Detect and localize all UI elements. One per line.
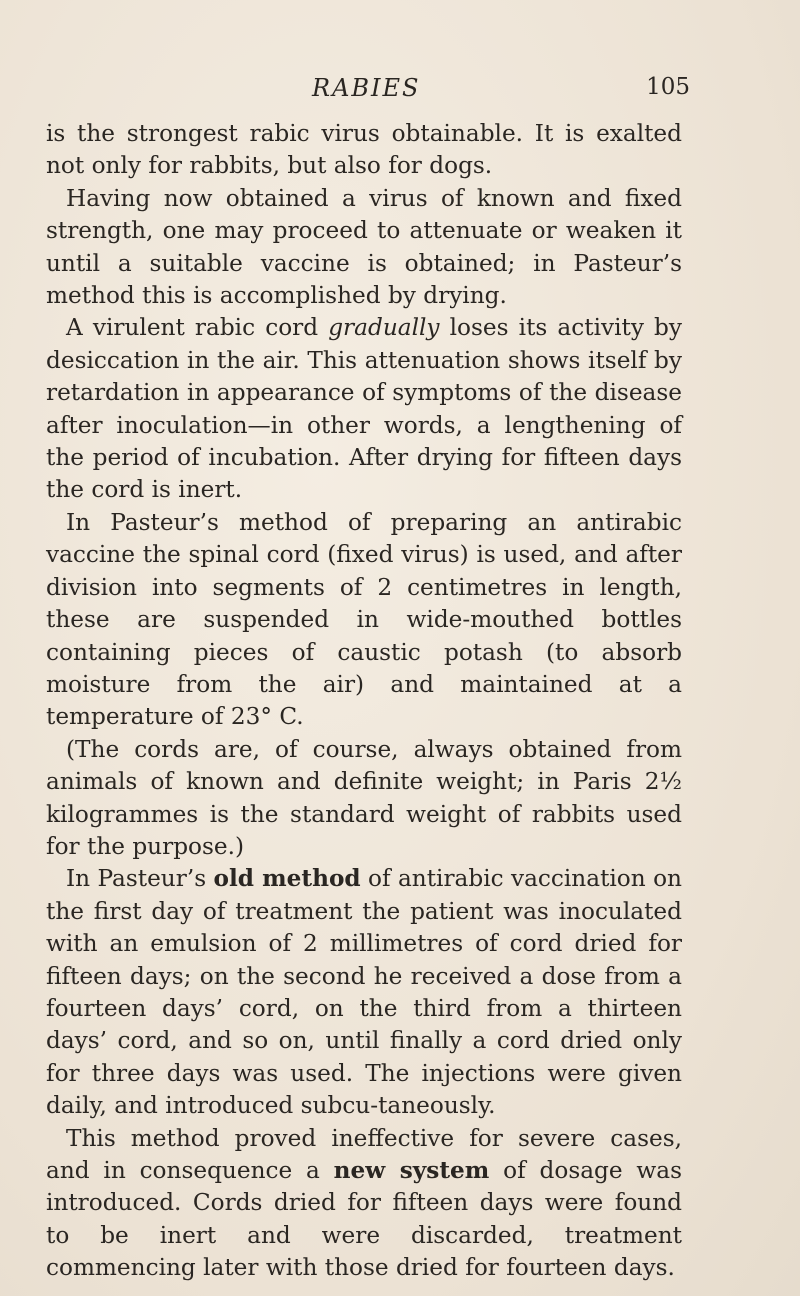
paragraph-text-after: of antirabic vaccination on the first day of treatment the patient was inoculated with an emulsion of 2 millimetres of cord dried for fifteen days; on the second he received a dose from a fourteen days’ cord, on the third from a thirteen days’ cord, and so on, until finally a cord dried only for three days was used. The injections were given daily, and introduced subcu-taneously. <box>46 865 682 1120</box>
paragraph-text-before: A virulent rabic cord <box>66 314 329 342</box>
paragraph-text: Having now obtained a virus of known and fixed strength, one may proceed to attenuate or weaken it until a suitable vaccine is obtained; in Pasteur’s method this is accomplished by drying. <box>46 184 682 310</box>
paragraph-old-method <box>46 863 682 1122</box>
paragraph-vaccine-preparation <box>46 507 682 734</box>
paragraph-text-before: This method proved ineffective for severe cases, and in consequence a <box>46 1124 682 1184</box>
paragraph-cord-weight <box>46 734 682 864</box>
emphasized-word: gradually <box>328 314 440 342</box>
paragraph-text: is the strongest rabic virus obtainable. It is exalted not only for rabbits, but also for dogs. <box>46 120 682 180</box>
paragraph-attenuation <box>46 183 682 313</box>
paragraph-text-after: loses its activity by desiccation in the air. This attenuation shows itself by retardation in appearance of symptoms of the disease after inoculation—in other words, a lengthening of the period of incubation. After drying for fifteen days the cord is inert. <box>46 314 682 504</box>
running-title: RABIES <box>312 74 421 102</box>
paragraph-text: In Pasteur’s method of preparing an antirabic vaccine the spinal cord (fixed virus) is used, and after division into segments of 2 centimetres in length, these are suspended in wide-mouthed bottles containing pieces of caustic potash (to absorb moisture from the air) and maintained at a temperature of 23° C. <box>46 508 682 731</box>
paragraph-text-before: In Pasteur’s <box>66 865 214 893</box>
paragraph-text: (The cords are, of course, always obtained from animals of known and definite weight; in Paris 2½ kilogrammes is the standard weight of rabbits used for the purpose.) <box>46 735 682 860</box>
page-number: 105 <box>646 74 690 100</box>
bold-term: new system <box>333 1157 490 1184</box>
bold-term: old method <box>213 865 361 893</box>
paragraph-new-system <box>46 1123 682 1285</box>
page-header <box>0 74 800 106</box>
body-text <box>46 118 682 1285</box>
paragraph-text-after: of dosage was introduced. Cords dried for fifteen days were found to be inert and were discarded, treatment commencing later with those dried for fourteen days. <box>46 1157 682 1282</box>
paragraph-desiccation <box>46 312 682 506</box>
paragraph-continuation <box>46 118 682 183</box>
